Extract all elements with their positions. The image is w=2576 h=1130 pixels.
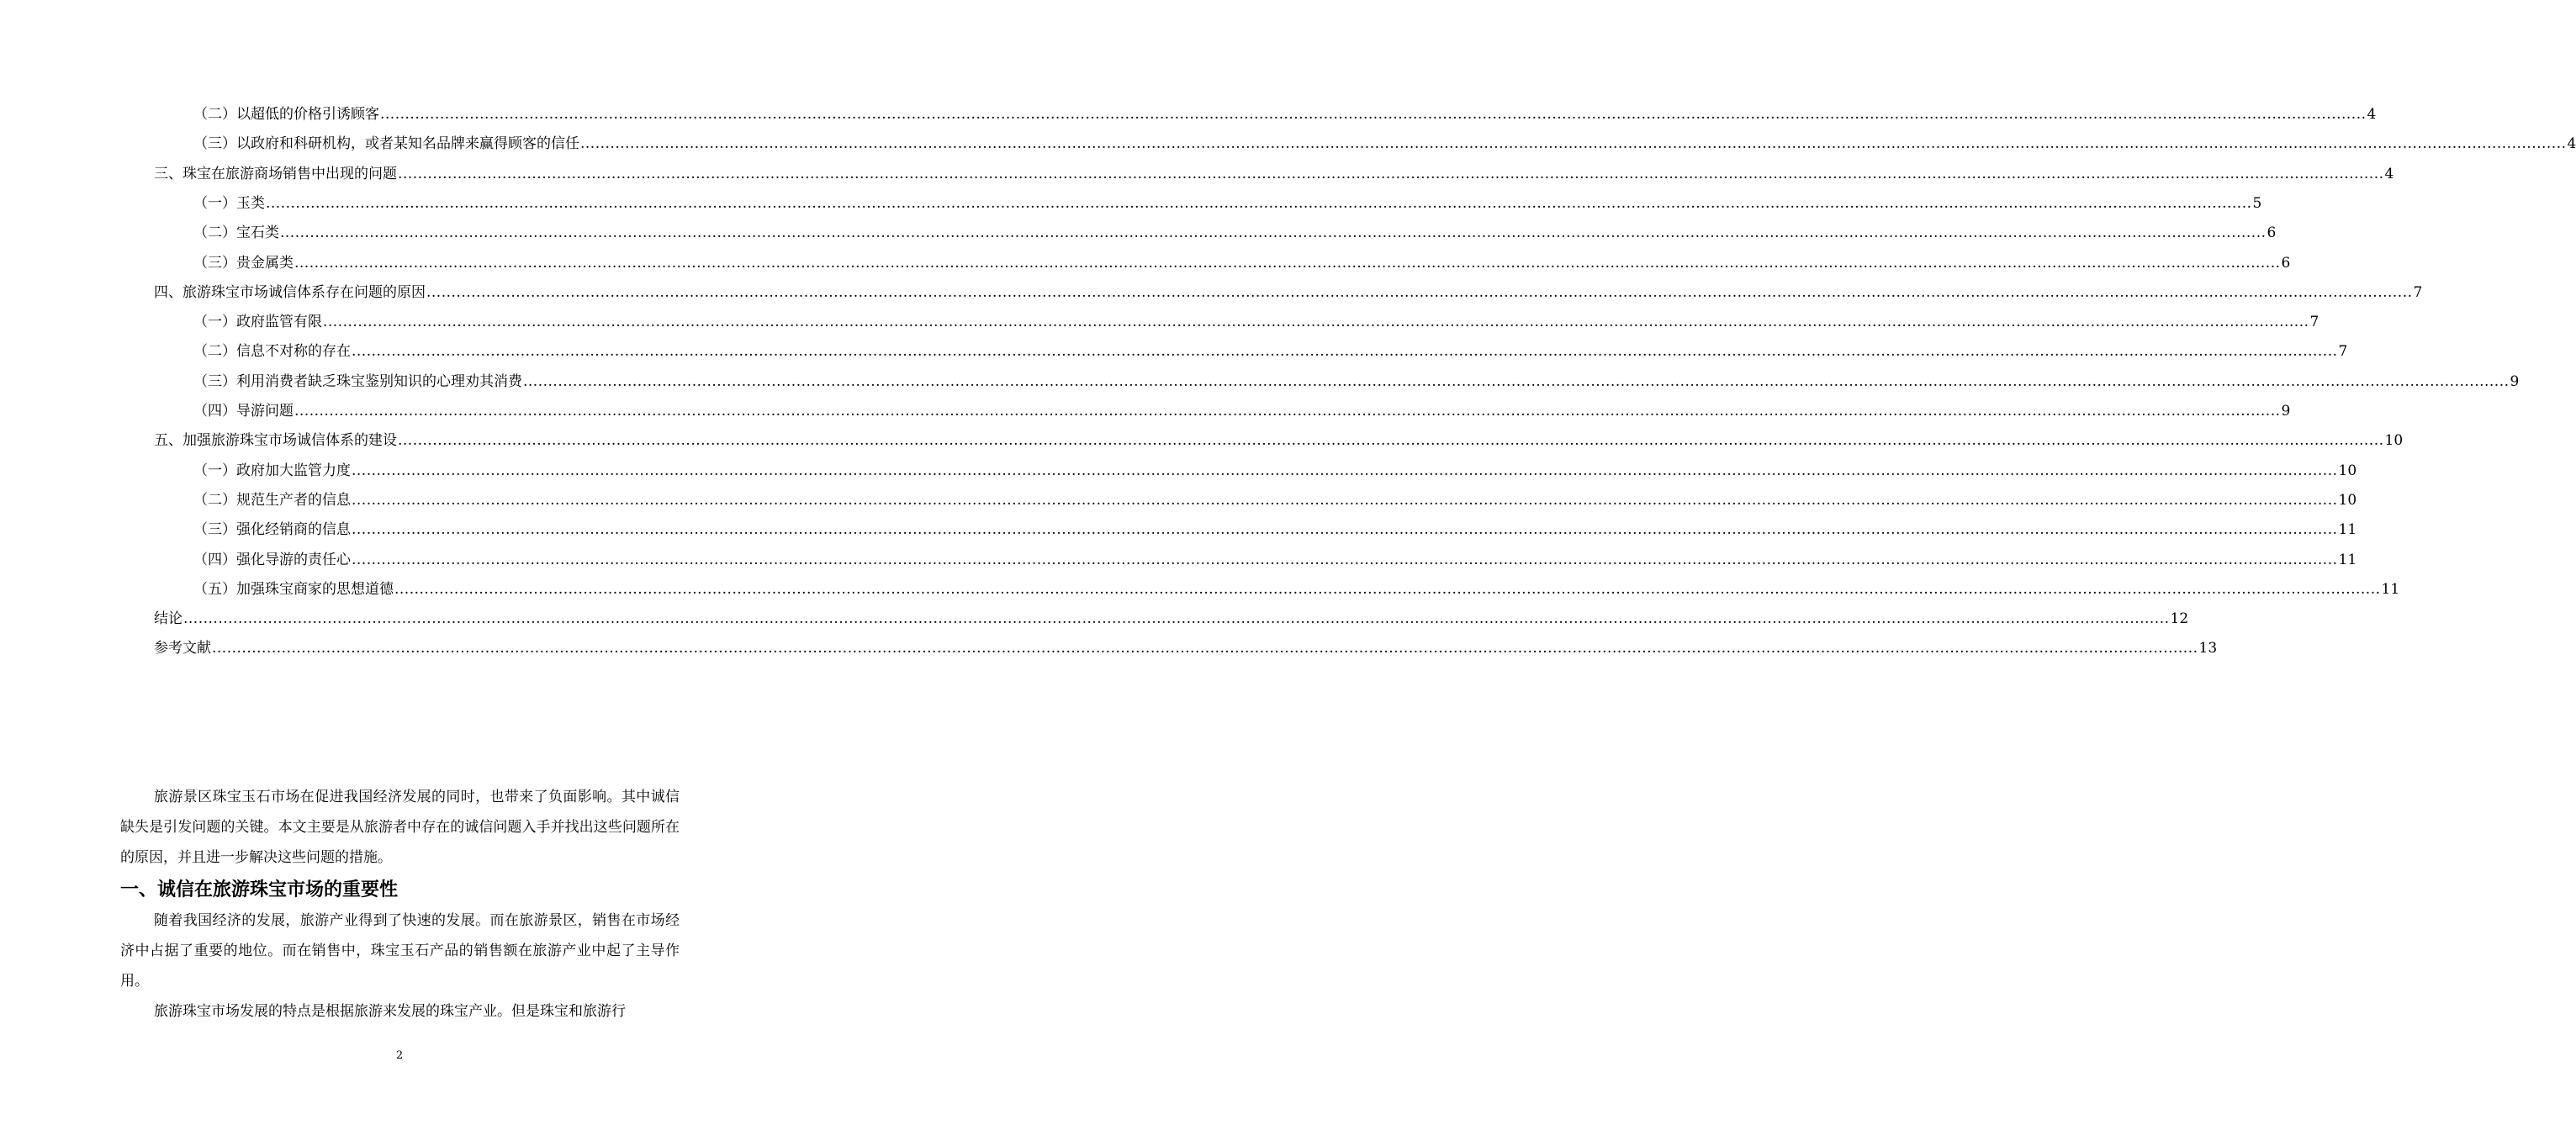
- toc-entry[interactable]: [193, 545, 2357, 575]
- toc-entry-page-number: 11: [2338, 521, 2357, 539]
- toc-entry-page-number: 4: [2367, 106, 2377, 123]
- toc-entry-label: 四、旅游珠宝市场诚信体系存在问题的原因: [154, 283, 426, 301]
- toc-dot-leader: ................................................................................................................................................................................................................................................................................................................................................................................................................: [580, 135, 2567, 153]
- toc-dot-leader: ................................................................................................................................................................................................................................................................................................................................................................................................................: [212, 640, 2198, 657]
- toc-entry[interactable]: [193, 396, 2291, 426]
- toc-dot-leader: ................................................................................................................................................................................................................................................................................................................................................................................................................: [352, 551, 2338, 568]
- toc-entry-label: （二）规范生产者的信息: [193, 491, 351, 509]
- toc-dot-leader: ................................................................................................................................................................................................................................................................................................................................................................................................................: [280, 224, 2267, 242]
- toc-entry[interactable]: [193, 248, 2291, 278]
- toc-entry[interactable]: [193, 129, 2576, 159]
- abstract-paragraph: 旅游景区珠宝玉石市场在促进我国经济发展的同时，也带来了负面影响。其中诚信缺失是引发问题的关键。本文主要是从旅游者中存在的诚信问题入手并找出这些问题所在的原因，并且进一步解决这些问题的措施。: [120, 789, 680, 866]
- section-heading: 一、诚信在旅游珠宝市场的重要性: [120, 879, 399, 900]
- toc-dot-leader: ................................................................................................................................................................................................................................................................................................................................................................................................................: [352, 343, 2338, 361]
- toc-entry-label: （四）强化导游的责任心: [193, 551, 351, 568]
- toc-entry-page-number: 6: [2281, 254, 2291, 272]
- toc-dot-leader: ................................................................................................................................................................................................................................................................................................................................................................................................................: [294, 254, 2281, 272]
- toc-entry-label: （二）宝石类: [193, 224, 279, 242]
- toc-dot-leader: ................................................................................................................................................................................................................................................................................................................................................................................................................: [523, 372, 2510, 390]
- toc-dot-leader: ................................................................................................................................................................................................................................................................................................................................................................................................................: [266, 194, 2252, 212]
- toc-entry-page-number: 11: [2381, 580, 2400, 598]
- toc-entry-label: （一）玉类: [193, 194, 265, 212]
- toc-entry-label: 五、加强旅游珠宝市场诚信体系的建设: [154, 432, 397, 450]
- toc-entry[interactable]: [154, 277, 2423, 308]
- toc-entry-label: （一）政府加大监管力度: [193, 462, 351, 479]
- toc-entry[interactable]: [193, 99, 2377, 129]
- toc-entry[interactable]: [193, 456, 2357, 486]
- toc-dot-leader: ................................................................................................................................................................................................................................................................................................................................................................................................................: [426, 283, 2413, 301]
- toc-entry-page-number: 6: [2267, 224, 2277, 242]
- toc-entry-page-number: 13: [2198, 640, 2218, 657]
- toc-dot-leader: ................................................................................................................................................................................................................................................................................................................................................................................................................: [398, 165, 2384, 182]
- toc-entry-label: （一）政府监管有限: [193, 314, 322, 331]
- toc-entry[interactable]: [193, 574, 2400, 605]
- abstract: [120, 782, 680, 873]
- toc-entry-page-number: 10: [2338, 462, 2357, 479]
- toc-entry-page-number: 7: [2309, 314, 2319, 331]
- toc-entry-label: 参考文献: [154, 640, 211, 657]
- body-paragraph: 随着我国经济的发展，旅游产业得到了快速的发展。而在旅游景区，销售在市场经济中占据了重要的地位。而在销售中，珠宝玉石产品的销售额在旅游产业中起了主导作用。: [120, 912, 680, 990]
- toc-dot-leader: ................................................................................................................................................................................................................................................................................................................................................................................................................: [394, 580, 2381, 598]
- toc-entry-label: （三）利用消费者缺乏珠宝鉴别知识的心理劝其消费: [193, 372, 522, 390]
- toc-entry-label: （三）以政府和科研机构，或者某知名品牌来赢得顾客的信任: [193, 135, 579, 153]
- toc-entry-page-number: 10: [2338, 491, 2357, 509]
- toc-dot-leader: ................................................................................................................................................................................................................................................................................................................................................................................................................: [398, 432, 2384, 450]
- toc-entry-page-number: 5: [2252, 194, 2262, 212]
- toc-entry-label: 三、珠宝在旅游商场销售中出现的问题: [154, 165, 397, 182]
- toc-entry-label: （三）贵金属类: [193, 254, 294, 272]
- toc-dot-leader: ................................................................................................................................................................................................................................................................................................................................................................................................................: [323, 314, 2309, 331]
- toc-entry[interactable]: [193, 188, 2262, 219]
- toc-entry[interactable]: [154, 425, 2404, 456]
- toc-entry-page-number: 4: [2567, 135, 2576, 153]
- toc-entry[interactable]: [193, 307, 2319, 337]
- section-body: [120, 906, 680, 1027]
- toc-entry-label: （四）导游问题: [193, 403, 294, 420]
- toc-dot-leader: ................................................................................................................................................................................................................................................................................................................................................................................................................: [352, 491, 2338, 509]
- page-number: 2: [395, 1049, 404, 1062]
- toc-entry[interactable]: [193, 515, 2357, 545]
- toc-entry-page-number: 9: [2510, 372, 2520, 390]
- body-paragraph: 旅游珠宝市场发展的特点是根据旅游来发展的珠宝产业。但是珠宝和旅游行: [154, 1003, 626, 1020]
- toc-dot-leader: ................................................................................................................................................................................................................................................................................................................................................................................................................: [352, 462, 2338, 479]
- toc-entry-page-number: 11: [2338, 551, 2357, 568]
- toc-entry-page-number: 7: [2338, 343, 2348, 361]
- toc-entry-label: 结论: [154, 610, 182, 628]
- toc-entry-page-number: 7: [2413, 283, 2423, 301]
- toc-dot-leader: ................................................................................................................................................................................................................................................................................................................................................................................................................: [183, 610, 2170, 628]
- toc-entry[interactable]: [154, 604, 2189, 634]
- toc-dot-leader: ................................................................................................................................................................................................................................................................................................................................................................................................................: [294, 403, 2281, 420]
- toc-dot-leader: ................................................................................................................................................................................................................................................................................................................................................................................................................: [352, 521, 2338, 539]
- toc-entry-label: （五）加强珠宝商家的思想道德: [193, 580, 394, 598]
- toc-entry[interactable]: [154, 633, 2218, 663]
- toc-entry-label: （二）信息不对称的存在: [193, 343, 351, 361]
- toc-entry-label: （二）以超低的价格引诱顾客: [193, 106, 379, 123]
- toc-entry[interactable]: [193, 367, 2520, 397]
- toc-entry-page-number: 9: [2281, 403, 2291, 420]
- toc-dot-leader: ................................................................................................................................................................................................................................................................................................................................................................................................................: [380, 106, 2367, 123]
- toc-entry-page-number: 10: [2384, 432, 2404, 450]
- toc-entry[interactable]: [193, 218, 2277, 248]
- toc-entry-page-number: 4: [2384, 165, 2394, 182]
- toc-entry[interactable]: [193, 336, 2348, 367]
- toc-entry[interactable]: [193, 485, 2357, 515]
- toc-entry-label: （三）强化经销商的信息: [193, 521, 351, 539]
- toc-entry-page-number: 12: [2170, 610, 2189, 628]
- toc-entry[interactable]: [154, 159, 2394, 189]
